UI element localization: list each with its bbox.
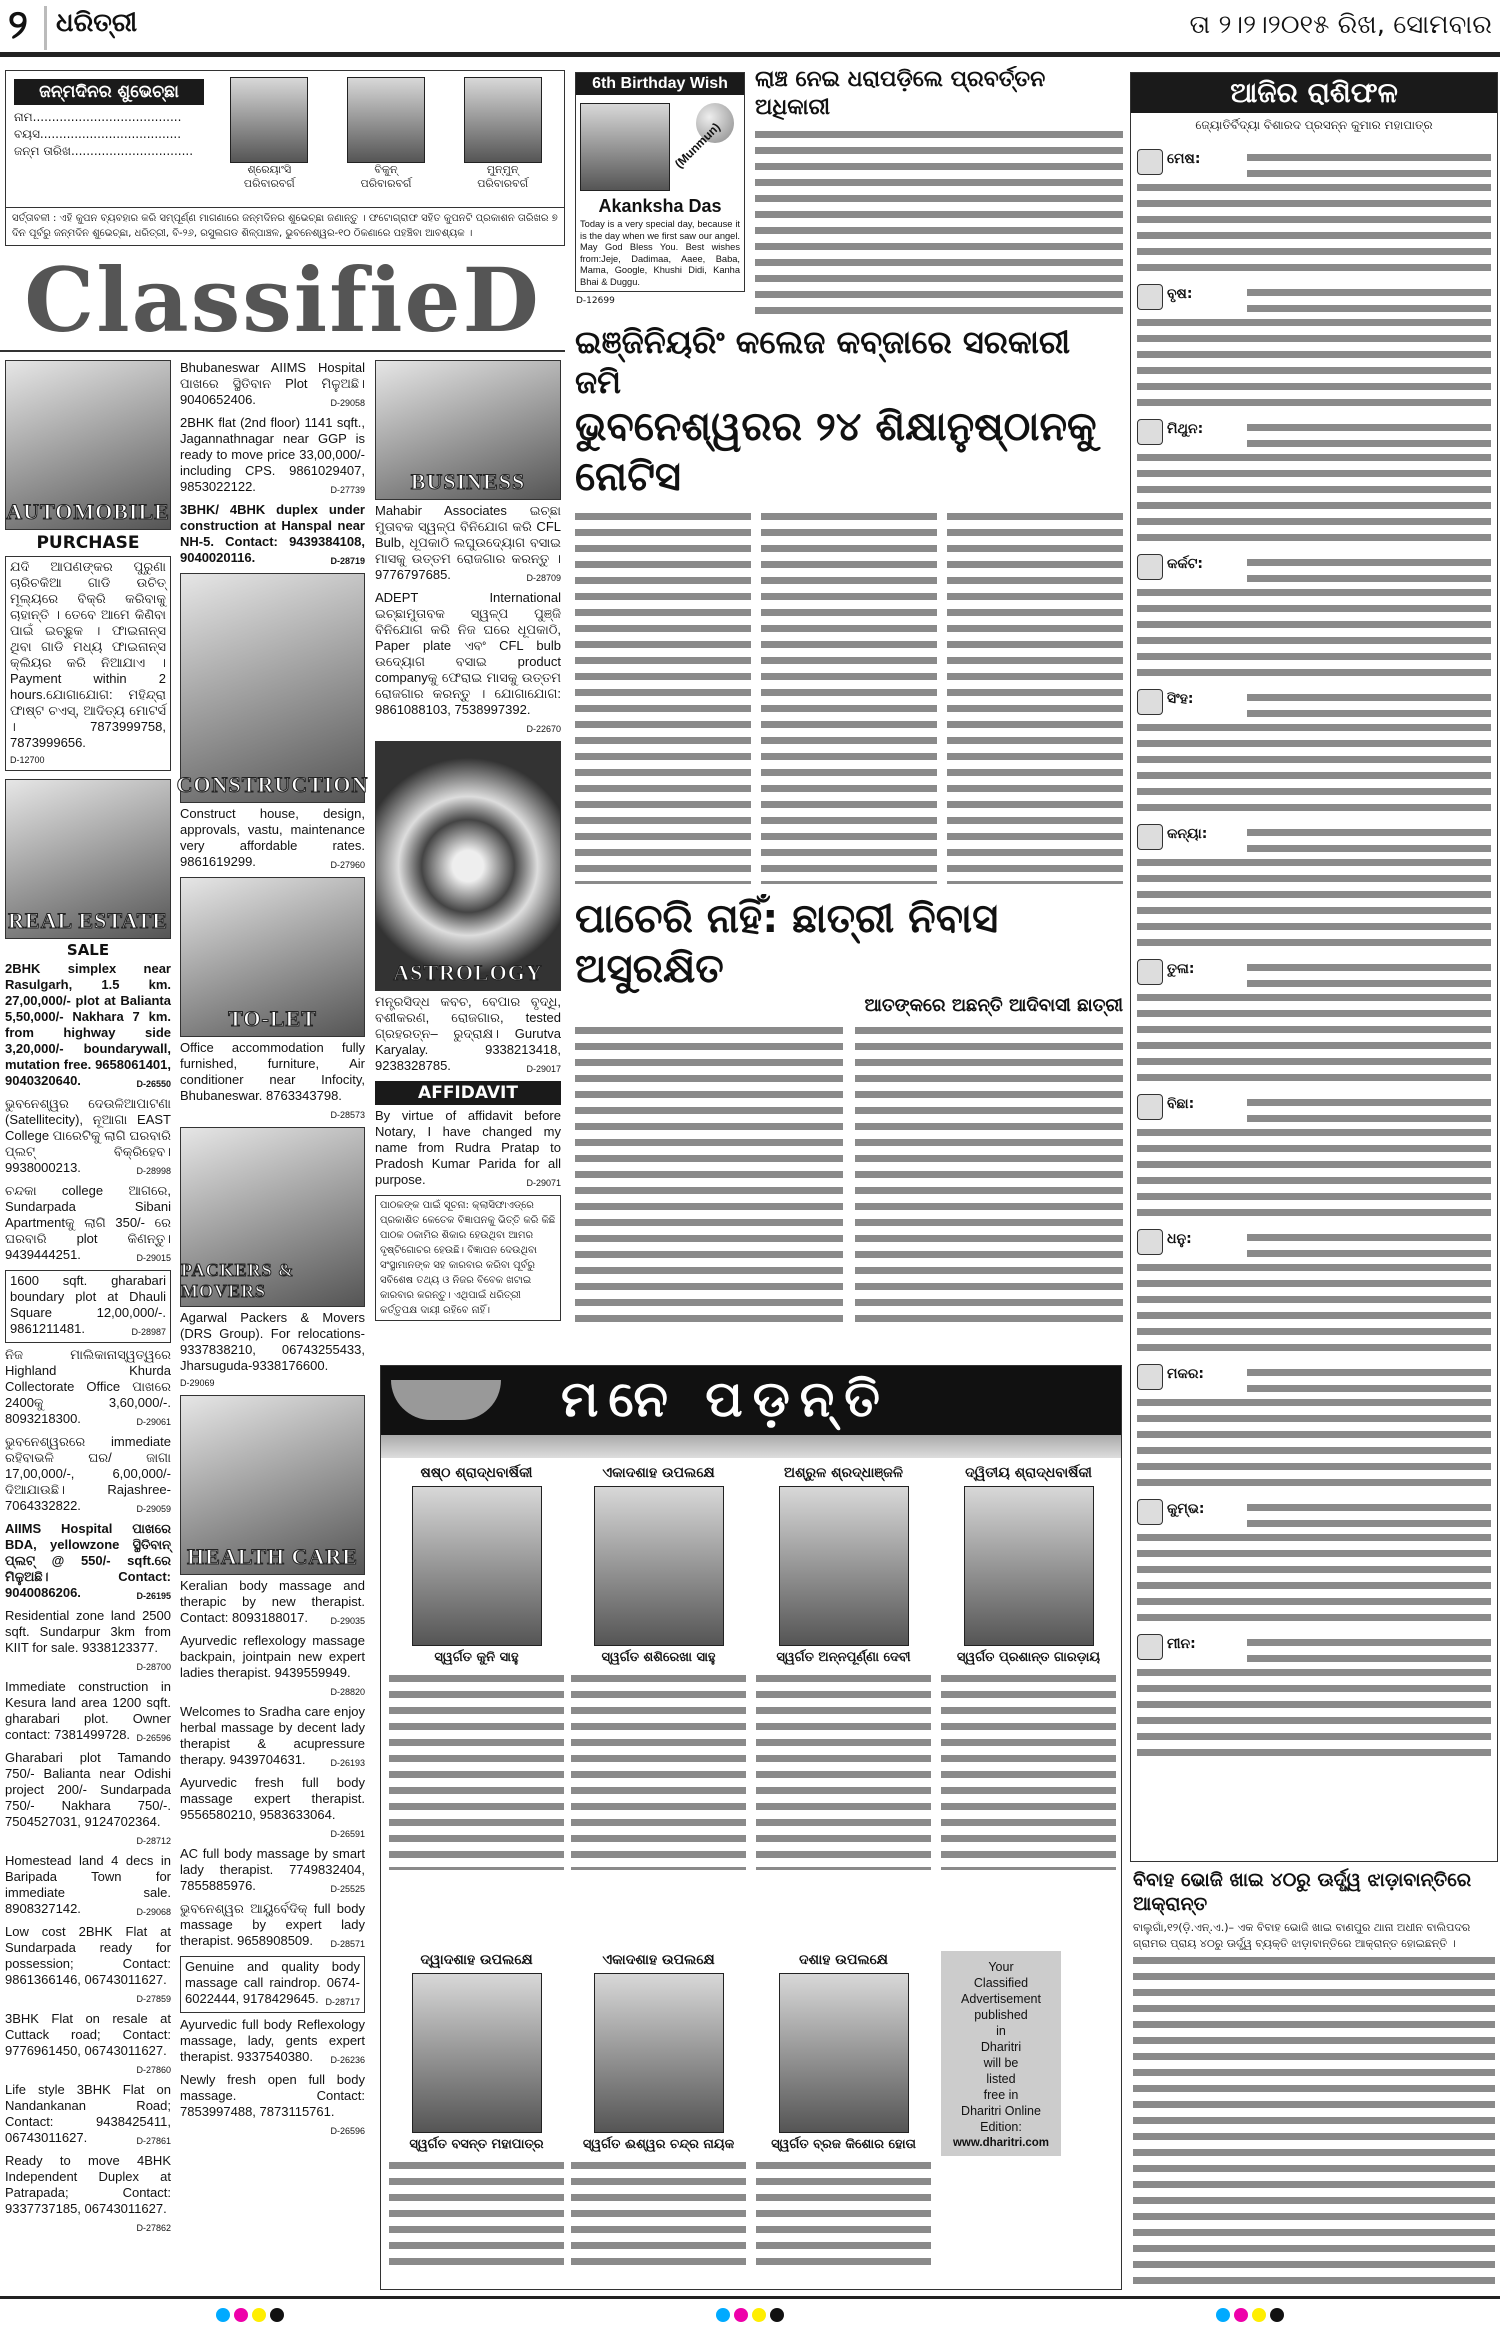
zodiac-icon <box>1137 284 1163 310</box>
promo-line: listed <box>986 2072 1016 2086</box>
classified-col-3 <box>375 360 561 1321</box>
birthday-wish-ad <box>575 72 745 292</box>
sign-forecast <box>1137 1124 1491 1220</box>
zodiac-icon <box>1137 1094 1163 1120</box>
sign-forecast <box>1137 854 1491 950</box>
birthday-name: Akanksha Das <box>598 196 722 216</box>
story4-body <box>1133 1952 1495 2292</box>
zodiac-icon <box>1137 554 1163 580</box>
sign-name: ମକର: <box>1167 1366 1205 1382</box>
obituary-name: ସ୍ୱର୍ଗତ ଶଶିରେଖା ସାହୁ <box>601 1650 716 1665</box>
ad-code: D-12699 <box>576 296 615 306</box>
page-number: ୨ <box>8 2 28 48</box>
business-label: BUSINESS <box>410 469 526 494</box>
story4-headline: ବିବାହ ଭୋଜି ଖାଇ ୪୦ରୁ ଊର୍ଦ୍ଧ୍ୱ ଝାଡ଼ାବାନ୍ତିରେ ଆକ୍ରାନ୍ତ <box>1133 1869 1472 1915</box>
affidavit-title: AFFIDAVIT <box>375 1081 561 1105</box>
story2 <box>575 322 1123 884</box>
property-ads-list <box>180 360 365 569</box>
sign-name: ବୃଷ: <box>1167 286 1193 302</box>
obituary-occasion: ଦଶାହ ଉପଲକ୍ଷେ <box>799 1952 888 1968</box>
horoscope-entry <box>1131 554 1497 689</box>
promo-line: Dharitri Online <box>961 2104 1041 2118</box>
obituary-entry <box>571 1464 746 1870</box>
sign-name: ମେଷ: <box>1167 151 1201 167</box>
portrait-photo <box>412 1973 542 2133</box>
classified-ad: ନିଜ ମାଲିକାନାସ୍ୱତ୍ୱରେ Highland Khurda Collectorate Office ପାଖରେ 2400କୁ 3,60,000/-. 8093218300. D-29061 <box>5 1347 171 1427</box>
obituary-details <box>389 1670 564 1870</box>
classified-ad: Ayurvedic full body Reflexology massage, lady, gents expert therapist. 9337540380. D-26236 <box>180 2017 365 2065</box>
color-registration-marks <box>0 2308 1500 2322</box>
sign-forecast <box>1247 1364 1491 1394</box>
horoscope-title: ଆଜିର ରାଶିଫଳ <box>1131 73 1497 113</box>
horoscope-entry <box>1131 149 1497 284</box>
portrait-photo <box>594 1973 724 2133</box>
story3-subhead: ଆତଙ୍କରେ ଅଛନ୍ତି ଆଦିବାସୀ ଛାତ୍ରୀ <box>864 995 1123 1016</box>
obituary-name: ସ୍ୱର୍ଗତ ଅନ୍ନପୂର୍ଣ୍ଣା ଦେବୀ <box>776 1650 911 1665</box>
sign-forecast <box>1137 719 1491 815</box>
nickname: (Munmun) <box>672 119 723 171</box>
classified-ad: Newly fresh open full body massage. Contact: 7853997488, 7873115761. D-26596 <box>180 2072 365 2136</box>
horoscope-entry <box>1131 1364 1497 1499</box>
coupon-dob-field[interactable]: ଜନ୍ମ ତାରିଖ................................ <box>14 144 194 158</box>
story3-body <box>575 1022 843 1324</box>
coupon-title: ଜନ୍ମଦିନର ଶୁଭେଚ୍ଛା <box>14 79 204 105</box>
packers-movers-image <box>180 1127 365 1307</box>
sign-forecast <box>1247 554 1491 584</box>
astrology-label: ASTROLOGY <box>393 960 543 985</box>
zodiac-icon <box>1137 419 1163 445</box>
sign-forecast <box>1247 1499 1491 1529</box>
sign-forecast <box>1137 449 1491 545</box>
sign-forecast <box>1247 149 1491 179</box>
promo-line: in <box>996 2024 1006 2038</box>
zodiac-icon <box>1137 149 1163 175</box>
sign-name: ମୀନ: <box>1167 1636 1196 1652</box>
classified-ad: 2BHK flat (2nd floor) 1141 sqft., Jagannathnagar near GGP is ready to move price 33,00,000/- including CPS. 9861029407, 9853022122. D-27739 <box>180 415 365 495</box>
story1-body <box>755 126 1123 314</box>
horoscope-entry <box>1131 1094 1497 1229</box>
promo-line: free in <box>983 2088 1019 2102</box>
obituary-name: ସ୍ୱର୍ଗତ ପ୍ରଶାନ୍ତ ଗାରଡ଼ାୟ <box>956 1650 1101 1665</box>
child-from: ପରିବାରବର୍ଗ <box>243 177 295 190</box>
divider <box>44 6 47 50</box>
portrait-photo <box>594 1486 724 1646</box>
birthday-coupon <box>5 70 565 246</box>
zodiac-icon <box>1137 1364 1163 1390</box>
story1-headline: ଲାଞ୍ଚ ନେଇ ଧରାପଡ଼ିଲେ ପ୍ରବର୍ତ୍ତନ ଅଧିକାରୀ <box>755 67 1046 120</box>
health-care-label: HEALTH CARE <box>187 1544 358 1569</box>
sign-forecast <box>1137 989 1491 1085</box>
classified-ad: ଭୁବନେଶ୍ୱର ଆୟୁର୍ବେଦିକ୍ full body massage by expert lady therapist. 9658908509. D-28571 <box>180 1901 365 1949</box>
classified-ad: AIIMS Hospital ପାଖରେ BDA, yellowzone ସ୍ଥିତିବାନ୍ ପ୍ଲଟ୍ @ 550/- sqft.ରେ ମିଳୁଅଛି। Contact: 9040086206. D-26195 <box>5 1521 171 1601</box>
classified-banner: ClassifieD <box>0 248 565 352</box>
coupon-child <box>230 77 308 191</box>
horoscope-entry <box>1131 824 1497 959</box>
classified-ad: Agarwal Packers & Movers (DRS Group). For relocations- 9337838210, 06743255433, Jharsuguda-9338176600. D-29069 <box>180 1310 365 1388</box>
obituary-occasion: ଷଷ୍ଠ ଶ୍ରାଦ୍ଧବାର୍ଷିକୀ <box>420 1465 533 1481</box>
obituary-details <box>941 1670 1116 1870</box>
classified-ad: ଯଦି ଆପଣଙ୍କର ପୁରୁଣା ଚାରିଚକିଆ ଗାଡି ଉଚିତ୍ ମୂଲ୍ୟରେ ବିକ୍ରି କରିବାକୁ ଚାହାନ୍ତି । ତେବେ ଆମେ କିଣିବା ପାଇଁ ଇଚ୍ଛୁକ । ଫାଇନାନ୍ସ ଥିବା ଗାଡି ମଧ୍ୟ ଫାଇନାନ୍ସ କ୍ଲିୟର କରି ନିଆଯାଏ । Payment within 2 hours.ଯୋଗାଯୋଗ: ମହିନ୍ଦ୍ରା ଫାଷ୍ଟ ଚଏସ୍, ଆଦିତ୍ୟ ମୋଟର୍ସ । 7873999758, 7873999656. D-12700 <box>5 556 171 771</box>
portrait-photo <box>964 1486 1094 1646</box>
zodiac-icon <box>1137 1634 1163 1660</box>
obituary-name: ସ୍ୱର୍ଗତ ବସନ୍ତ ମହାପାତ୍ର <box>409 2137 544 2152</box>
automobile-image <box>5 360 171 530</box>
coupon-name-field[interactable]: ନାମ....................................... <box>14 110 182 124</box>
obituary-entry <box>571 1951 746 2267</box>
sign-forecast <box>1247 419 1491 449</box>
classified-col-1 <box>5 360 171 2240</box>
portrait-photo <box>412 1486 542 1646</box>
classified-ad: Keralian body massage and therapic by new therapist. Contact: 8093188017. D-29035 <box>180 1578 365 1626</box>
classified-ad: 3BHK Flat on resale at Cuttack road; Contact: 9776961450, 06743011627. D-27860 <box>5 2011 171 2075</box>
classified-ad: Homestead land 4 decs in Baripada Town for immediate sale. 8908327142. D-29068 <box>5 1853 171 1917</box>
obituary-occasion: ଏକାଦଶାହ ଉପଲକ୍ଷେ <box>602 1465 715 1481</box>
horoscope-entry <box>1131 419 1497 554</box>
classified-ad: 1600 sqft. gharabari boundary plot at Dhauli Square 12,00,000/-. 9861211481. D-28987 <box>5 1270 171 1343</box>
classified-ad: ମନ୍ତ୍ରସିଦ୍ଧ କବଚ, ବେପାର ବୃଦ୍ଧି, ବଶୀକରଣ, ରୋଜଗାର, tested ଗ୍ରହରତ୍ନ– ରୁଦ୍ରାକ୍ଷ। Gurutva Karyalay. 9338213418, 9238328785. D-29017 <box>375 994 561 1074</box>
child-from: ପରିବାରବର୍ଗ <box>360 177 412 190</box>
child-name: ବିକୁନ୍ <box>374 163 398 176</box>
classified-ad: Life style 3BHK Flat on Nandankanan Road; Contact: 9438425411, 06743011627. D-27861 <box>5 2082 171 2146</box>
zodiac-icon <box>1137 959 1163 985</box>
sign-forecast <box>1247 959 1491 989</box>
coupon-child <box>347 77 425 191</box>
promo-line: Dharitri <box>980 2040 1022 2054</box>
classified-ad: Construct house, design, approvals, vastu, maintenance very affordable rates. 9861619299. D-27960 <box>180 806 365 870</box>
horoscope-entry <box>1131 959 1497 1094</box>
date: ତା ୨।୨।୨୦୧୫ ରିଖ, ସୋମବାର <box>1189 10 1492 40</box>
horoscope-entry <box>1131 1229 1497 1364</box>
obituary-name: ସ୍ୱର୍ଗତ କୁନି ସାହୁ <box>434 1650 519 1665</box>
sign-forecast <box>1247 284 1491 314</box>
diya-lamp-icon <box>391 1380 501 1420</box>
obituary-entry <box>389 1464 564 1870</box>
real-estate-label: REAL ESTATE <box>8 908 168 933</box>
construction-image <box>176 573 369 803</box>
coupon-terms: ସର୍ତ୍ତାବଳୀ : ଏହି କୁପନ ବ୍ୟବହାର କରି ସମ୍ପୂର୍ଣ୍ଣ ମାଗଣାରେ ଜନ୍ମଦିନର ଶୁଭେଚ୍ଛା ଜଣାନ୍ତୁ । ଫଟୋଗ୍ରାଫ ସହିତ କୁପନଟି ପ୍ରକାଶନ ତାରିଖର ୭ ଦିନ ପୂର୍ବରୁ ଜନ୍ମଦିନ ଶୁଭେଚ୍ଛା, ଧରିତ୍ରୀ, ବି-୨୬, ରସୁଲଗଡ ଶିଳ୍ପାଞ୍ଚଳ, ଭୁବନେଶ୍ୱର-୧୦ ଠିକଣାରେ ପହଞ୍ଚିବା ଆବଶ୍ୟକ । <box>6 207 564 244</box>
bottom-rule <box>0 2296 1500 2299</box>
story2-body <box>947 508 1123 884</box>
classified-ad: ADEPT International ଇଚ୍ଛାମୁତାବକ ସ୍ୱଳ୍ପ ପୁଞ୍ଜି ବିନିଯୋଗ କରି ନିଜ ଘରେ ଧୂପକାଠି, Paper plate ଏବଂ CFL bulb ଉଦ୍ୟୋଗ ବସାଇ product companyକୁ ଫେରାଇ ମାସକୁ ଉତ୍ତମ ରୋଜଗାର କରନ୍ତୁ । ଯୋଗାଯୋଗ: 9861088103, 7538997392. D-22670 <box>375 590 561 734</box>
child-photo <box>347 77 425 163</box>
story3-headline: ପାଚେରି ନାହିଁ: ଛାତ୍ରୀ ନିବାସ ଅସୁରକ୍ଷିତ <box>575 896 999 992</box>
to-let-label: TO-LET <box>228 1006 317 1031</box>
story2-body <box>761 508 937 884</box>
obituary-section <box>380 1365 1122 2290</box>
classified-ad: ଚନ୍ଦକା college ଆଗରେ, Sundarpada Sibani Apartmentକୁ ଲାଗି 350/- ରେ ଘରବାରି plot କିଣନ୍ତୁ। 9439444251. D-29015 <box>5 1183 171 1263</box>
paper-logo: ଧରିତ୍ରୀ <box>56 8 138 38</box>
classified-ad: Immediate construction in Kesura land area 1200 sqft. gharabari plot. Owner contact: 7381499728. D-26596 <box>5 1679 171 1743</box>
sign-name: ମିଥୁନ: <box>1167 421 1204 437</box>
classified-ad: Gharabari plot Tamando 750/- Balianta near Odishi project 200/- Sundarpada 750/- Nakhara 750/-. 7504527031, 9124702364. D-28712 <box>5 1750 171 1846</box>
sign-forecast <box>1247 1229 1491 1259</box>
classified-ad: ଭୁବନେଶ୍ୱରରେ immediate ରହିବାଭଳି ଘର/ ଜାଗା 17,00,000/-, 6,00,000/- ଦିଆଯାଉଛି। Rajashree-7064332822. D-29059 <box>5 1434 171 1514</box>
horoscope-byline: ଜ୍ୟୋତିର୍ବିଦ୍ୟା ବିଶାରଦ ପ୍ରସନ୍ନ କୁମାର ମହାପାତ୍ର <box>1195 118 1433 132</box>
obituary-occasion: ଏକାଦଶାହ ଉପଲକ୍ଷେ <box>602 1952 715 1968</box>
sign-forecast <box>1247 1094 1491 1124</box>
obituary-entry <box>941 1464 1116 1870</box>
classified-ad: 3BHK/ 4BHK duplex under construction at Hanspal near NH-5. Contact: 9439384108, 9040020116. D-28719 <box>180 502 365 566</box>
sale-ads-list <box>5 961 171 2236</box>
zodiac-icon <box>1137 1229 1163 1255</box>
automobile-label: AUTOMOBILE <box>6 499 170 524</box>
promo-line: published <box>974 2008 1028 2022</box>
obituary-details <box>389 2157 564 2267</box>
obituary-banner <box>381 1366 1121 1458</box>
reader-notice: ପାଠକଙ୍କ ପାଇଁ ସୂଚନା: କ୍ଲାସିଫାଏଡ୍‌ରେ ପ୍ରକାଶିତ କେତେକ ବିଜ୍ଞାପନକୁ ଭିତ୍ତି କରି କିଛି ପାଠକ ଠକାମିର ଶିକାର ହେଉଥିବା ଆମର ଦୃଷ୍ଟିଗୋଚର ହେଉଛି। ବିଜ୍ଞାପନ ଦେଉଥିବା ସଂସ୍ଥାମାନଙ୍କ ସହ କାରବାର କରିବା ପୂର୍ବରୁ ସବିଶେଷ ତଥ୍ୟ ଓ ନିଜର ବିବେକ ଖଟାଇ କାରବାର କରନ୍ତୁ। ଏଥିପାଇଁ ଧରିତ୍ରୀ କର୍ତ୍ତୃପକ୍ଷ ଦାୟୀ ରହିବେ ନାହିଁ। <box>375 1195 561 1321</box>
zodiac-icon <box>1137 824 1163 850</box>
sign-forecast <box>1137 1664 1491 1760</box>
story2-kicker: ଇଞ୍ଜିନିୟରିଂ କଲେଜ କବ୍‌ଜାରେ ସରକାରୀ ଜମି <box>575 323 1071 401</box>
child-name: ଶ୍ରେୟାଂସି <box>247 163 292 176</box>
promo-line: Your <box>988 1960 1014 1974</box>
obituary-name: ସ୍ୱର୍ଗତ ଈଶ୍ୱର ଚନ୍ଦ୍ର ନାୟକ <box>582 2137 735 2152</box>
sign-forecast <box>1247 689 1491 719</box>
obituary-occasion: ଦ୍ୱିତୀୟ ଶ୍ରାଦ୍ଧବାର୍ଷିକୀ <box>965 1465 1092 1481</box>
child-from: ପରିବାରବର୍ଗ <box>477 177 529 190</box>
horoscope-entry <box>1131 1634 1497 1769</box>
obituary-details <box>756 2157 931 2267</box>
classified-ad: Genuine and quality body massage call raindrop. 0674- 6022444, 9178429645. D-28717 <box>180 1956 365 2013</box>
classified-ad: Ayurvedic fresh full body massage expert therapist. 9556580210, 9583633064. D-26591 <box>180 1775 365 1839</box>
classified-col-2 <box>176 360 369 2143</box>
child-photo <box>230 77 308 163</box>
sign-name: କର୍କଟ: <box>1167 556 1203 572</box>
obituary-entry <box>756 1951 931 2267</box>
sign-forecast <box>1137 314 1491 410</box>
construction-label: CONSTRUCTION <box>176 772 369 797</box>
business-ads-list <box>375 503 561 737</box>
horoscope-section <box>1130 72 1498 1862</box>
zodiac-icon <box>1137 689 1163 715</box>
classified-ad: AC full body massage by smart lady therapist. 7749832404, 7855885976. D-25525 <box>180 1846 365 1894</box>
child-name: ମୁନ୍‌ମୁନ୍ <box>486 163 519 176</box>
birthday-message: Today is a very special day, because it is the day when we first saw our angel. May God Bless You. Best wishes from:Jeje, Dadimaa, Aaee, Baba, Mama, Google, Khushi Didi, Kanha Bhai & Duggu. <box>580 219 740 287</box>
sign-name: ତୁଳା: <box>1167 961 1195 977</box>
classified-ad: Ayurvedic reflexology massage backpain, jointpain new expert ladies therapist. 9439559949. D-28820 <box>180 1633 365 1697</box>
website-link[interactable]: www.dharitri.com <box>952 2137 1050 2149</box>
story3-body-columns <box>575 1022 1123 1324</box>
obituary-entry <box>389 1951 564 2267</box>
story2-headline: ଭୁବନେଶ୍ୱରର ୨୪ ଶିକ୍ଷାନୁଷ୍ଠାନକୁ ନୋଟିସ <box>575 404 1097 500</box>
classified-ad: Residential zone land 2500 sqft. Sundarpur 3km from KIIT for sale. 9338123377. D-28700 <box>5 1608 171 1672</box>
obituary-title: ମନେ ପଡ଼ନ୍ତି <box>561 1370 890 1428</box>
obituary-name: ସ୍ୱର୍ଗତ ବ୍ରଜ କିଶୋର ହୋତା <box>771 2137 916 2152</box>
to-let-image <box>180 877 365 1037</box>
horoscope-entry <box>1131 284 1497 419</box>
sign-name: ବିଛା: <box>1167 1096 1195 1112</box>
story2-body <box>575 508 751 884</box>
promo-line: Advertisement <box>961 1992 1041 2006</box>
purchase-title: PURCHASE <box>36 533 140 553</box>
obituary-occasion: ଅଶ୍ରୁଳ ଶ୍ରଦ୍ଧାଞ୍ଜଳି <box>784 1465 903 1481</box>
portrait-photo <box>779 1486 909 1646</box>
horoscope-entry <box>1131 1499 1497 1634</box>
zodiac-icon <box>1137 1499 1163 1525</box>
health-ads-list <box>180 1578 365 2139</box>
sign-forecast <box>1247 824 1491 854</box>
coupon-child <box>464 77 542 191</box>
story4 <box>1133 1868 1495 2292</box>
business-image <box>375 360 561 500</box>
classified-ad: 2BHK simplex near Rasulgarh, 1.5 km. 27,00,000/- plot at Balianta 5,50,000/- Nakhara 7 km. from highway side 3,20,000/- boundarywall, mutation free. 9658061401, 9040320640. D-26550 <box>5 961 171 1089</box>
promo-line: Edition: <box>980 2120 1022 2134</box>
sign-forecast <box>1137 179 1491 275</box>
sale-title: SALE <box>66 941 110 959</box>
classified-ad: ଭୁବନେଶ୍ୱର ଦେଉଳିଆପାଟଣା (Satellitecity), ନୂଆଗା EAST College ପାରେଟିକୁ ଲାଗି ଘରବାରି ପ୍ଲଟ୍ ବିକ୍ରିହେବ। 9938000213. D-28998 <box>5 1096 171 1176</box>
obituary-details <box>756 1670 931 1870</box>
classified-ad: Ready to move 4BHK Independent Duplex at Patrapada; Contact: 9337737185, 06743011627. D-27862 <box>5 2153 171 2233</box>
sign-forecast <box>1247 1634 1491 1664</box>
header-rule <box>0 52 1500 57</box>
sign-name: କନ୍ୟା: <box>1167 826 1208 842</box>
sign-forecast <box>1137 584 1491 680</box>
sign-name: ସିଂହ: <box>1167 691 1194 707</box>
classified-ad: Mahabir Associates ଇଚ୍ଛା ମୁତାବକ ସ୍ୱଳ୍ପ ବିନିଯୋଗ କରି CFL Bulb, ଧୂପକାଠି ଲଘୁଉଦ୍ୟୋଗ ବସାଇ ମାସକୁ ଉତ୍ତମ ରୋଜଗାର କରନ୍ତୁ । 9776797685. D-28709 <box>375 503 561 583</box>
horoscope-entry <box>1131 689 1497 824</box>
real-estate-image <box>5 779 171 939</box>
coupon-age-field[interactable]: ବୟସ..................................... <box>14 127 182 141</box>
birthday-wish-title: 6th Birthday Wish <box>576 73 744 95</box>
sign-forecast <box>1137 1529 1491 1625</box>
affidavit-ad: By virtue of affidavit before Notary, I have changed my name from Rudra Pratap to Pradosh Kumar Parida for all purpose. D-29071 <box>375 1108 561 1188</box>
obituary-occasion: ଦ୍ୱାଦଶାହ ଉପଲକ୍ଷେ <box>420 1952 533 1968</box>
classified-ad: Low cost 2BHK Flat at Sundarpada ready for possession; Contact: 9861366146, 06743011627. D-27859 <box>5 1924 171 2004</box>
obituary-details <box>571 1670 746 1870</box>
astrology-image <box>375 741 561 991</box>
classified-ad: Welcomes to Sradha care enjoy herbal massage by decent lady therapist & acupressure therapy. 9439704631. D-26193 <box>180 1704 365 1768</box>
sign-forecast <box>1137 1394 1491 1490</box>
child-photo <box>580 103 670 191</box>
sign-name: ଧନୁ: <box>1167 1231 1192 1247</box>
story2-body-columns <box>575 508 1123 884</box>
story3 <box>575 894 1123 1324</box>
story4-lead: ବାଲୁଗାଁ,୧୨(ଡ଼ି.ଏନ୍.ଏ.)– ଏକ ବିବାହ ଭୋଜି ଖାଇ ବାଣପୁର ଥାନା ଅଧୀନ ବାଲିପଦର ଗ୍ରାମର ପ୍ରାୟ ୪୦ରୁ ଊର୍ଦ୍ଧ୍ୱ ବ୍ୟକ୍ତି ଝାଡ଼ାବାନ୍ତିରେ ଆକ୍ରାନ୍ତ ହୋଇଛନ୍ତି । <box>1133 1921 1471 1950</box>
sign-name: କୁମ୍ଭ: <box>1167 1501 1205 1517</box>
promo-line: will be <box>983 2056 1019 2070</box>
portrait-photo <box>779 1973 909 2133</box>
sign-forecast <box>1137 1259 1491 1355</box>
story3-body <box>855 1022 1123 1324</box>
classified-ad: Office accommodation fully furnished, furniture, Air conditioner near Infocity, Bhubaneswar. 8763343798. D-28573 <box>180 1040 365 1120</box>
classified-ad: Bhubaneswar AIIMS Hospital ପାଖରେ ସ୍ଥିତିବାନ Plot ମିଳୁଅଛି। 9040652406. D-29058 <box>180 360 365 408</box>
obituary-entry <box>756 1464 931 1870</box>
online-promo <box>941 1951 1061 2156</box>
packers-label: PACKERS & MOVERS <box>181 1260 295 1301</box>
child-photo <box>464 77 542 163</box>
promo-line: Classified <box>973 1976 1029 1990</box>
health-care-image <box>180 1395 365 1575</box>
obituary-details <box>571 2157 746 2267</box>
story1 <box>755 66 1123 314</box>
